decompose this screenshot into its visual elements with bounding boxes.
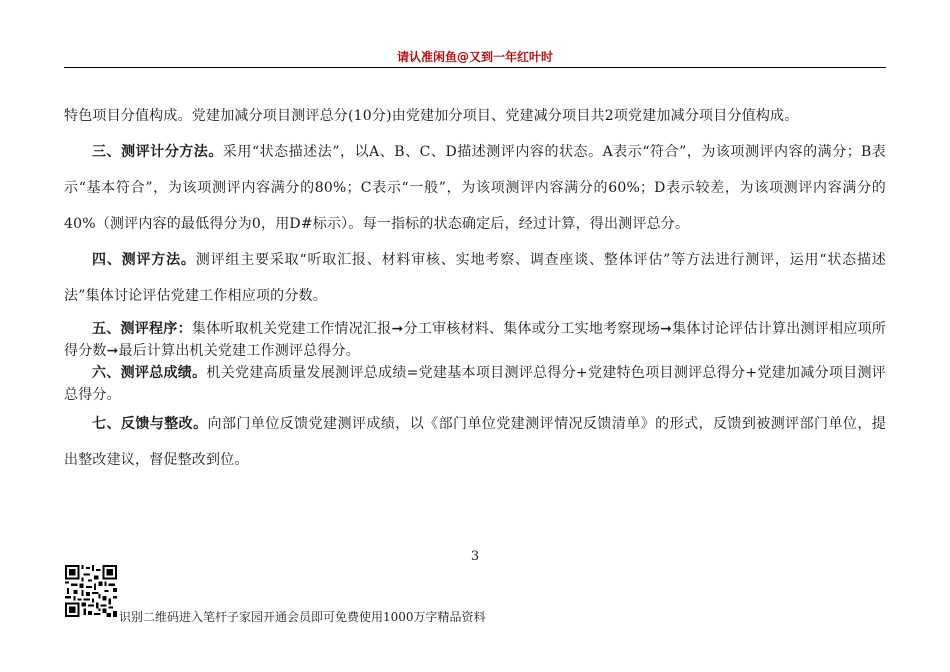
header-watermark: 请认准闲鱼@又到一年红叶时 — [396, 50, 553, 64]
qr-code-icon — [65, 565, 117, 617]
section-scoring-method — [64, 134, 886, 242]
header-rule — [64, 67, 886, 68]
section-title: 七、反馈与整改。 — [92, 416, 208, 432]
section-title: 四、测评方法。 — [92, 252, 196, 268]
intro-paragraph: 特色项目分值构成。党建加减分项目测评总分(10分)由党建加分项目、党建减分项目共2项党建加减分项目分值构成。 — [64, 108, 799, 124]
section-evaluation-method — [64, 242, 886, 314]
section-total-score — [64, 362, 886, 406]
section-feedback — [64, 406, 886, 478]
footer-promo-note: 识别二维码进入笔杆子家园开通会员即可免费使用1000万字精品资料 — [119, 610, 486, 624]
section-evaluation-procedure — [64, 318, 886, 362]
section-text: 测评组主要采取“听取汇报、材料审核、实地考察、调查座谈、整体评估”等方法进行测评，运用“状态描述法”集体讨论评估党建工作相应项的分数。 — [64, 252, 886, 304]
section-text: 集体听取机关党建工作情况汇报➞分工审核材料、集体或分工实地考察现场➞集体讨论评估计算出测评相应项所得分数➞最后计算出机关党建工作测评总得分。 — [64, 321, 886, 359]
section-title: 三、测评计分方法。 — [92, 144, 223, 160]
section-text: 向部门单位反馈党建测评成绩，以《部门单位党建测评情况反馈清单》的形式，反馈到被测评部门单位，提出整改建议，督促整改到位。 — [64, 416, 886, 468]
section-text: 机关党建高质量发展测评总成绩=党建基本项目测评总得分+党建特色项目测评总得分+党建加减分项目测评总得分。 — [64, 365, 886, 403]
document-body — [64, 98, 886, 478]
section-title: 六、测评总成绩。 — [92, 365, 207, 381]
section-title: 五、测评程序： — [92, 321, 192, 337]
page-number: 3 — [470, 549, 480, 564]
section-text: 采用“状态描述法”，以A、B、C、D描述测评内容的状态。A表示“符合”，为该项测评内容的满分；B表示“基本符合”，为该项测评内容满分的80%；C表示“一般”，为该项测评内容满分的60%；D表示较差，为该项测评内容满分的40%（测评内容的最低得分为0，用D#标示）。每一指标的状态确定后，经过计算，得出测评总分。 — [64, 144, 886, 232]
